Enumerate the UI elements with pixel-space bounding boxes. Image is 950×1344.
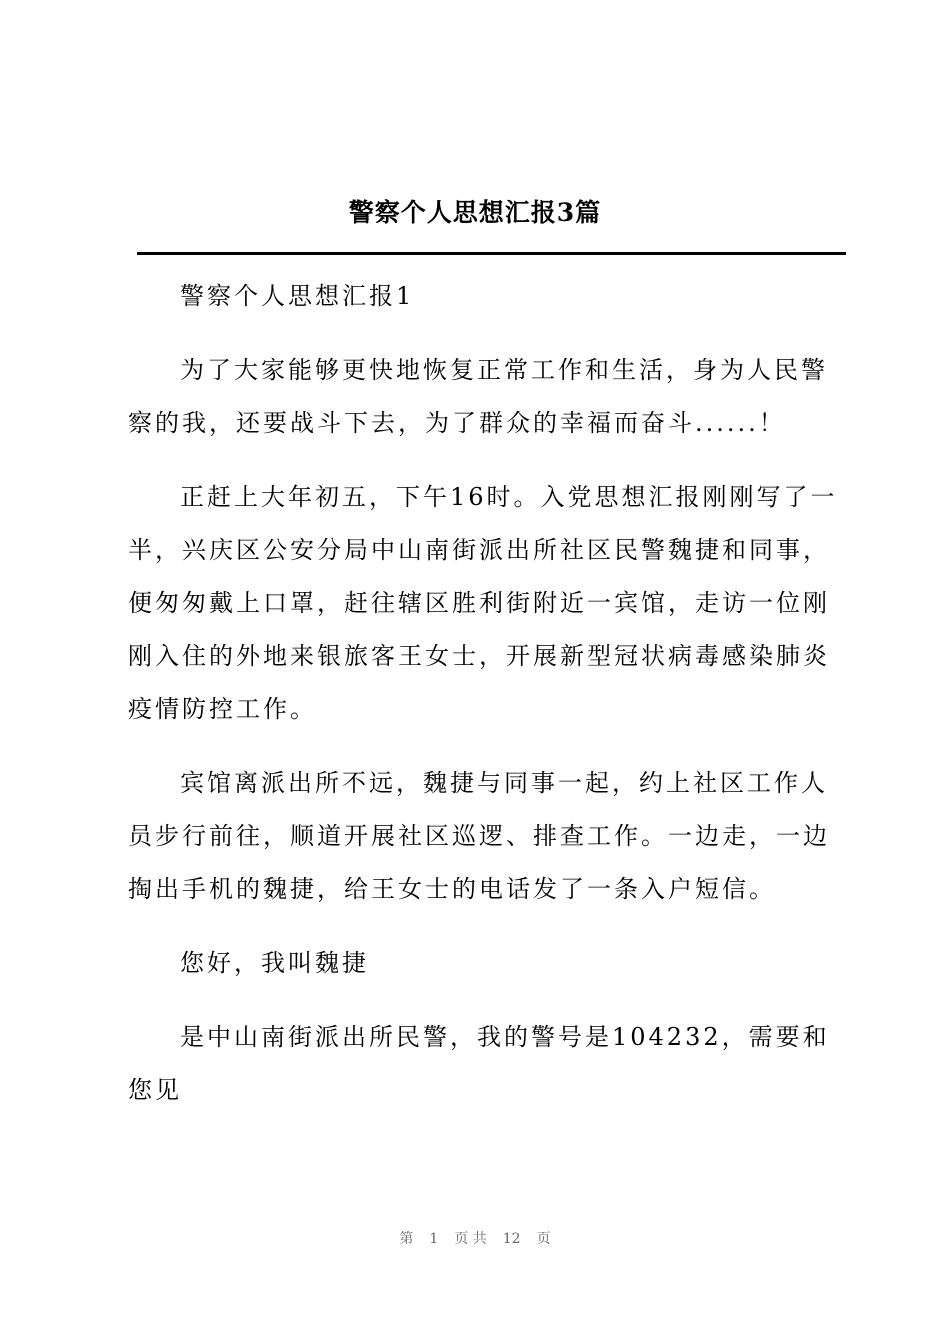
footer-total-pages: 12 bbox=[502, 1231, 521, 1247]
paragraph: 正赶上大年初五，下午16时。入党思想汇报刚刚写了一半，兴庆区公安分局中山南街派出所社区民警魏捷和同事，便匆匆戴上口罩，赶往辖区胜利街附近一宾馆，走访一位刚刚入住的外地来银旅客王女士，开展新型冠状病毒感染肺炎疫情防控工作。 bbox=[128, 483, 838, 723]
footer-page-label: 第 bbox=[399, 1231, 414, 1247]
footer-of-label: 页 共 bbox=[454, 1231, 487, 1247]
title-divider bbox=[137, 252, 846, 255]
paragraph: 您好，我叫魏捷 bbox=[180, 949, 369, 977]
document-body bbox=[128, 270, 844, 1138]
page-footer bbox=[0, 1228, 950, 1248]
paragraph: 为了大家能够更快地恢复正常工作和生活，身为人民警察的我，还要战斗下去，为了群众的幸福而奋斗......！ bbox=[128, 356, 828, 437]
paragraph: 是中山南街派出所民警，我的警号是104232，需要和您见 bbox=[128, 1023, 830, 1104]
paragraph: 宾馆离派出所不远，魏捷与同事一起，约上社区工作人员步行前往，顺道开展社区巡逻、排查工作。一边走，一边掏出手机的魏捷，给王女士的电话发了一条入户短信。 bbox=[128, 769, 830, 903]
footer-current-page: 1 bbox=[429, 1231, 439, 1247]
document-title: 警察个人思想汇报3篇 bbox=[348, 198, 602, 227]
paragraph-section-heading: 警察个人思想汇报1 bbox=[180, 282, 415, 310]
footer-pages-label: 页 bbox=[536, 1231, 551, 1247]
